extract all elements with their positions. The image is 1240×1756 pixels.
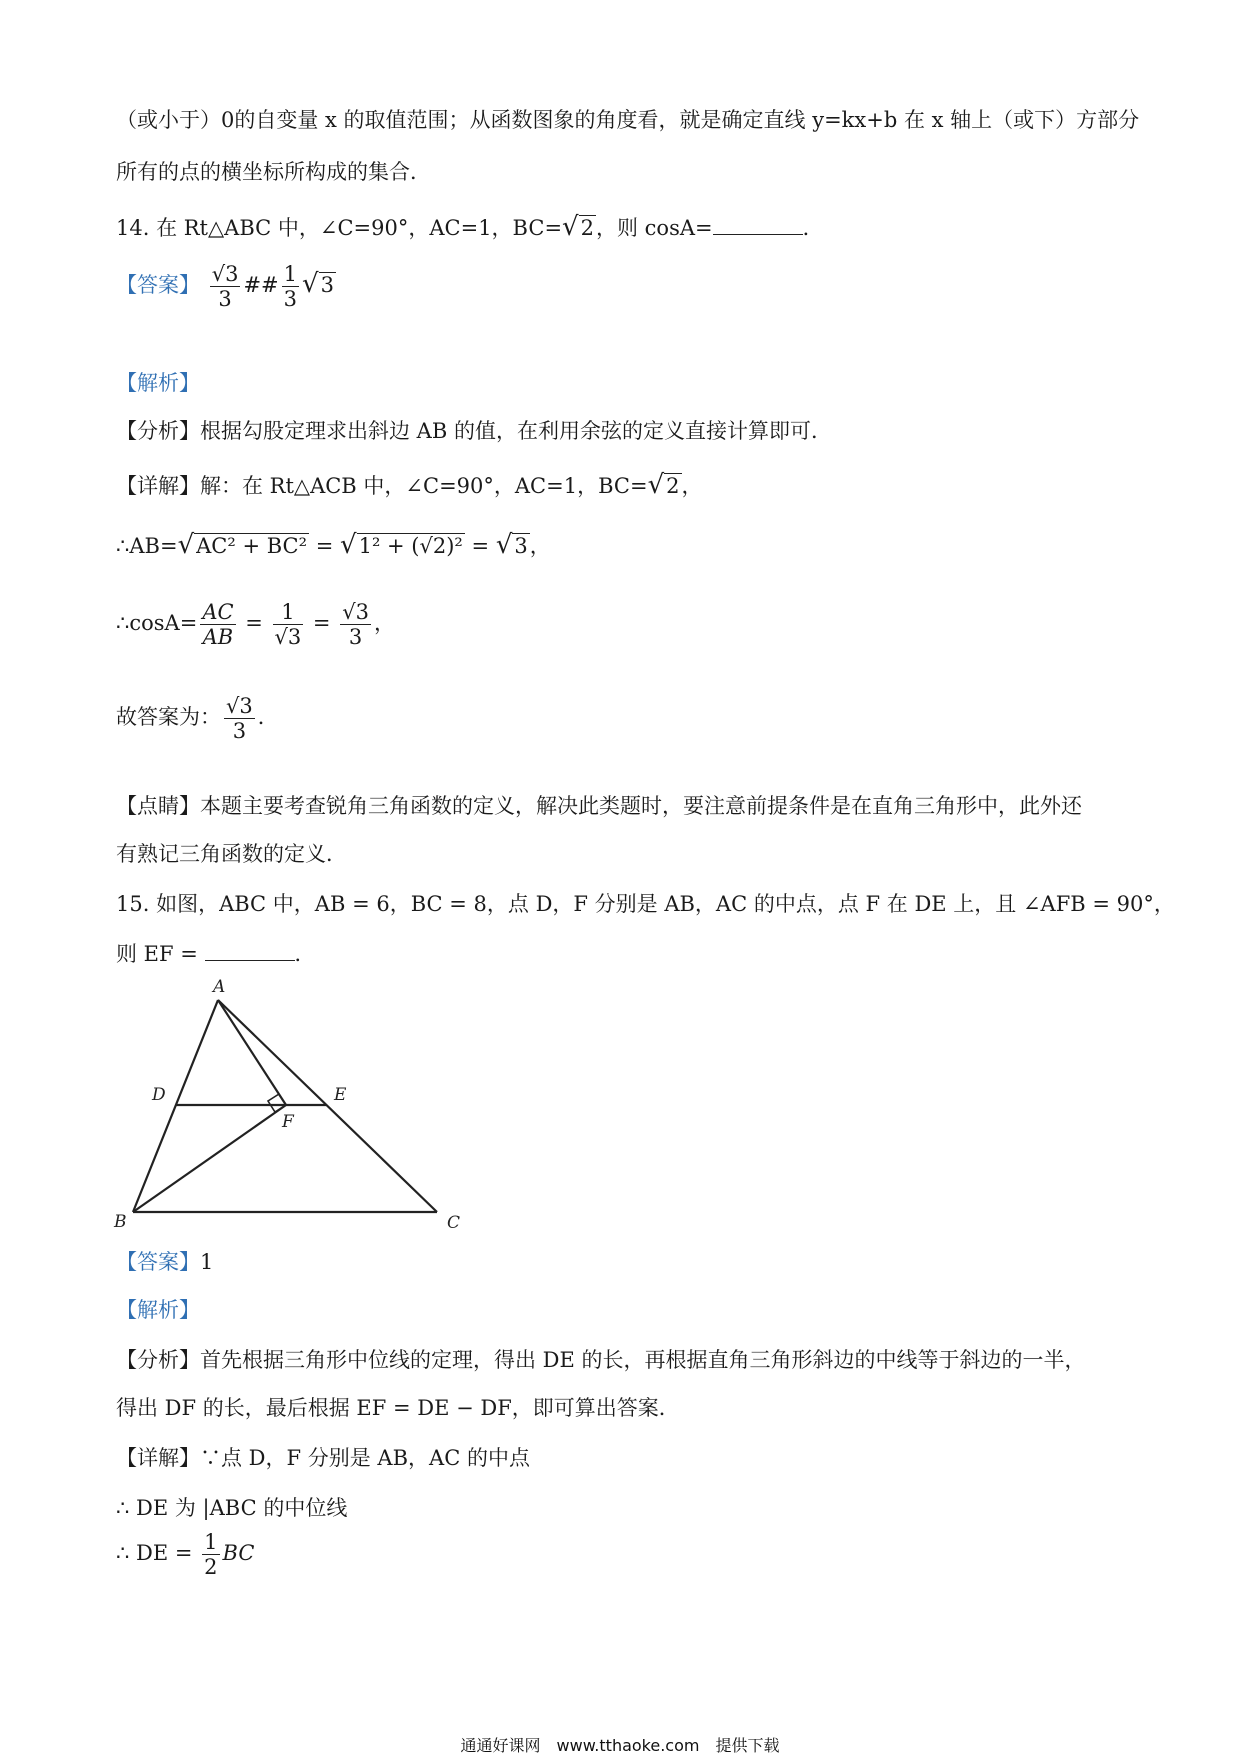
q15-xiangjie [116,1442,530,1472]
q14-stem-text: 14. 在 Rt△ABC 中，∠C=90°，AC=1，BC= [116,216,563,240]
q14-final [116,694,279,743]
q14-stem [116,212,824,242]
q15-fenxi-1 [116,1344,1086,1374]
q14-answer-tag: 【答案】 [116,273,200,297]
label-b: B [114,1212,127,1232]
q14-dianjing-1 [116,790,1082,820]
q14-stem-sqrt: √2 [562,212,594,242]
q14-step1-eq-2: = [464,534,496,558]
q14-step1-sqrt-3: √3 [495,530,528,560]
label-d: D [152,1085,166,1105]
q15-stem-end: ． [294,942,316,966]
q14-dianjing-tag: 【点睛】 [116,794,200,818]
q14-step2-eq-2: = [306,611,338,635]
q14-step2-fraction-1: $\frac{AC}{AB}$ [202,600,234,649]
page-footer: 通通好课网 www.tthaoke.com 提供下载 [460,1736,780,1755]
q15-fenxi-tag: 【分析】 [116,1348,200,1372]
q14-answer-blank [713,216,803,235]
q14-stem-text-b: ，则 cosA= [596,216,713,240]
q14-step2-eq-1: = [238,611,270,635]
intro-line-2: 所有的点的横坐标所构成的集合． [116,160,431,184]
q14-dianjing-2: 有熟记三角函数的定义． [116,842,347,866]
q14-answer-alt-fraction: $\frac{1}{3}$ [283,262,298,311]
q14-step2-fraction-3: $\frac{√3}{3}$ [342,600,369,649]
segment-af [218,1000,286,1105]
q14-step1 [116,530,551,560]
q15-step1: ∴ DE 为 |ABC 的中位线 [116,1496,348,1520]
q14-step1-eq-1: = [309,534,340,558]
q14-xiangjie-tag: 【详解】 [116,474,200,498]
q15-fenxi-2: 得出 DF 的长，最后根据 EF = DE − DF，即可算出答案． [116,1396,680,1420]
q15-xiangjie-tag: 【详解】 [116,1446,200,1470]
q15-step2-suffix: BC [222,1541,255,1565]
q15-answer-tag: 【答案】 [116,1250,200,1274]
q14-dianjing-text: 本题主要考查锐角三角函数的定义，解决此类题时，要注意前提条件是在直角三角形中，此外还 [200,794,1082,818]
q15-step2-fraction: $\frac{1}{2}$ [204,1530,218,1579]
q14-step2-fraction-2: $\frac{1}{√3}$ [274,600,302,649]
label-f: F [282,1112,294,1132]
q14-final-prefix: 故答案为： [116,705,221,729]
label-c: C [447,1213,461,1233]
q14-step2 [116,600,395,649]
q15-xiangjie-text: ∵点 D，F 分别是 AB，AC 的中点 [200,1446,530,1470]
q14-answer [116,262,336,311]
q14-xiangjie-text: 解：在 Rt△ACB 中，∠C=90°，AC=1，BC= [200,474,648,498]
q14-step1-sqrt-2: √1² + (√2)² [340,530,463,560]
intro-line-1: （或小于）0的自变量 x 的取值范围；从函数图象的角度看，就是确定直线 y=kx+b 在 x 轴上（或下）方部分 [116,108,1140,132]
q15-stem-line-2 [116,938,316,968]
q15-answer-value: 1 [200,1250,214,1274]
right-angle-mark [268,1094,286,1112]
q15-stem-line-1: 15. 如图，ABC 中，AB = 6，BC = 8，点 D，F 分别是 AB，AC 的中点，点 F 在 DE 上，且 ∠AFB = 90°， [116,892,1175,916]
q14-fenxi [116,415,832,445]
q14-final-end: ． [257,705,279,729]
q14-final-fraction: $\frac{√3}{3}$ [226,694,253,743]
q15-stem-text: 则 EF = [116,942,198,966]
q14-step2-prefix: ∴cosA= [116,611,198,635]
q14-step1-prefix: ∴AB= [116,534,178,558]
q15-step2 [116,1530,254,1579]
q14-step1-end: ， [529,534,551,558]
q14-stem-end: ． [802,216,824,240]
q14-xiangjie-sqrt: √2 [647,470,680,500]
q15-triangle-figure [100,970,480,1235]
q14-answer-sep: ## [243,273,279,297]
q14-xiangjie [116,470,703,500]
label-e: E [334,1085,347,1105]
q14-fenxi-tag: 【分析】 [116,419,200,443]
q14-answer-fraction: $\frac{√3}{3}$ [211,262,239,311]
segment-bf [133,1105,286,1212]
q15-answer [116,1246,213,1276]
q15-analysis-tag: 【解析】 [116,1298,200,1322]
q14-analysis-tag: 【解析】 [116,371,200,395]
q14-fenxi-text: 根据勾股定理求出斜边 AB 的值，在利用余弦的定义直接计算即可． [200,419,832,443]
q14-step2-end: ， [373,611,395,635]
q15-fenxi-text: 首先根据三角形中位线的定理，得出 DE 的长，再根据直角三角形斜边的中线等于斜边的一半， [200,1348,1086,1372]
q15-answer-blank [205,942,295,961]
label-a: A [213,977,226,997]
q14-answer-alt-sqrt: √3 [302,269,334,299]
q14-xiangjie-end: ， [681,474,703,498]
q15-step2-prefix: ∴ DE = [116,1541,200,1565]
q14-step1-sqrt-1: √AC² + BC² [177,530,308,560]
